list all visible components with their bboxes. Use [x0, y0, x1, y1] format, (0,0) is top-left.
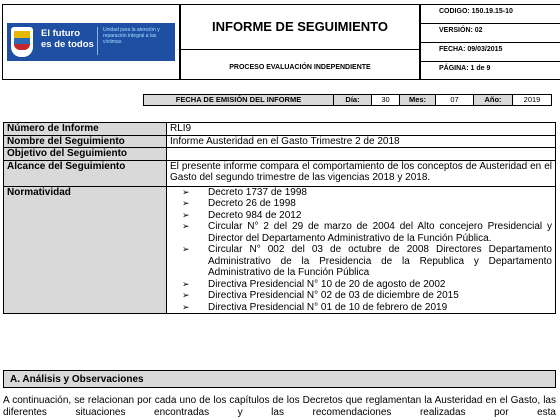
report-number-value: RLI9	[167, 123, 556, 136]
fecha: FECHA: 09/03/2015	[421, 43, 560, 62]
pagina: PÁGINA: 1 de 9	[439, 65, 491, 72]
codigo: CODIGO: 150.19.15-10	[421, 5, 560, 24]
report-number-label: Número de Informe	[4, 123, 167, 136]
list-item: ➢ Decreto 1737 de 1998	[182, 186, 307, 198]
regulations-list	[170, 187, 552, 314]
arrow-bullet-icon: ➢	[182, 209, 190, 220]
arrow-bullet-icon: ➢	[182, 198, 190, 208]
arrow-bullet-icon: ➢	[182, 290, 190, 300]
year-value: 2019	[523, 95, 541, 104]
regulations-label: Normatividad	[4, 186, 167, 314]
metadata-cell	[420, 4, 560, 80]
month-label: Mes:	[400, 95, 436, 105]
logo-tagline: Unidad para la atención y reparación integral a las víctimas	[103, 27, 160, 45]
list-item: ➢ Circular N° 2 del 29 de marzo de 2004 del Alto concejero Presidencial y Director del Departamento Administrativo de la Función Pública.	[182, 221, 552, 244]
analysis-text: A continuación, se relacionan por cada uno de los capítulos de los Decretos que reglamentan la Austeridad en el Gasto, las diferentes situaciones encontradas y las recomendaciones realizadas por esta	[3, 395, 556, 418]
list-item: ➢ Circular N° 002 del 03 de octubre de 2008 Directores Departamento Administrativo de la Presidencia de la Republica y Departamento Administrativo de la Función Pública	[182, 244, 552, 278]
title-cell	[180, 4, 420, 80]
table-row	[4, 160, 556, 186]
day-value: 30	[372, 95, 400, 105]
logo-cell	[2, 4, 180, 80]
tracking-scope-label: Alcance del Seguimiento	[4, 160, 167, 186]
logo-slogan: El futuro es de todos	[41, 28, 94, 50]
arrow-bullet-icon: ➢	[182, 221, 190, 231]
coat-of-arms-icon	[11, 27, 33, 57]
institution-logo	[7, 23, 175, 61]
regulations-value	[167, 186, 556, 314]
document-title: INFORME DE SEGUIMIENTO	[212, 19, 388, 34]
year-label: Año:	[474, 95, 513, 105]
month-value: 07	[436, 95, 474, 105]
analysis-heading: A. Análisis y Observaciones	[3, 370, 556, 388]
arrow-bullet-icon: ➢	[182, 301, 190, 312]
tracking-scope-value: El presente informe compara el comportamiento de los conceptos de Austeridad en el Gasto del segundo trimestre de las vigencias 2018 y 2018.	[167, 160, 556, 186]
arrow-bullet-icon: ➢	[182, 278, 190, 289]
tracking-objective-value	[167, 148, 556, 161]
emission-label: FECHA DE EMISIÓN DEL INFORME	[144, 95, 334, 105]
list-item: ➢ Directiva Presidencial N° 01 de 10 de febrero de 2019	[182, 301, 448, 313]
tracking-objective-label: Objetivo del Seguimiento	[4, 148, 167, 161]
table-row	[4, 135, 556, 148]
emission-date-bar	[143, 94, 552, 106]
table-row	[4, 123, 556, 136]
document-header	[0, 0, 560, 85]
list-item: ➢ Directiva Presidencial N° 10 de 20 de agosto de 2002	[182, 278, 446, 290]
table-row	[4, 186, 556, 314]
table-row	[4, 148, 556, 161]
tracking-name-label: Nombre del Seguimiento	[4, 135, 167, 148]
tracking-name-value: Informe Austeridad en el Gasto Trimestre 2 de 2018	[167, 135, 556, 148]
version: VERSIÓN: 02	[421, 24, 560, 43]
report-info-table	[3, 122, 556, 314]
arrow-bullet-icon: ➢	[182, 244, 190, 254]
list-item: ➢ Directiva Presidencial N° 02 de 03 de diciembre de 2015	[182, 290, 459, 301]
arrow-bullet-icon: ➢	[182, 186, 190, 197]
day-label: Día:	[334, 95, 372, 105]
list-item: ➢ Decreto 26 de 1998	[182, 198, 296, 209]
list-item: ➢ Decreto 984 de 2012	[182, 209, 302, 221]
process-name: PROCESO EVALUACIÓN INDEPENDIENTE	[229, 64, 371, 71]
